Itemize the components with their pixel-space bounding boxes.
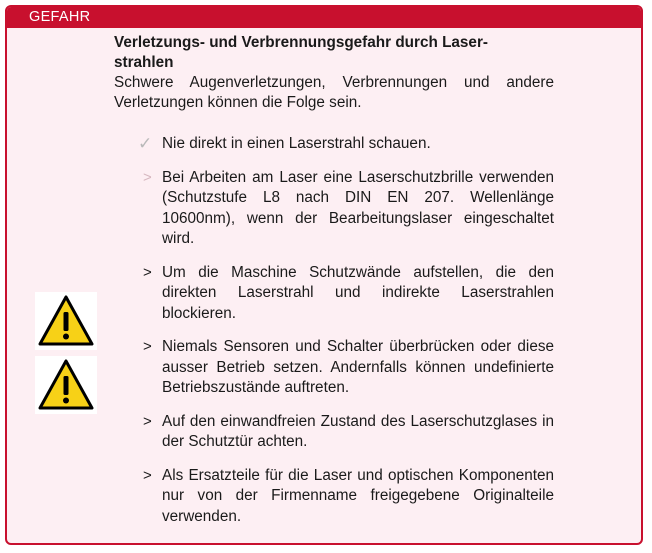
danger-heading-line1: Verletzungs- und Verbrennungsgefahr durch Laser- xyxy=(114,34,488,51)
list-item-text: Auf den einwandfreien Zustand des Laserschutzglases in der Schutztür achten. xyxy=(162,412,554,450)
warning-triangle-icon xyxy=(35,356,97,414)
danger-header-title: GEFAHR xyxy=(29,9,91,25)
list-item xyxy=(114,337,554,399)
danger-heading xyxy=(114,33,554,73)
chevron-right-icon: > xyxy=(143,338,152,355)
danger-header xyxy=(7,7,641,28)
danger-description: Schwere Augenverletzungen, Verbrennungen und andere Verletzungen können die Folge sein. xyxy=(114,74,554,111)
list-item xyxy=(114,466,554,528)
list-item xyxy=(114,134,554,155)
list-item-text: Als Ersatzteile für die Laser und optischen Komponenten nur von der Firmenname freigegebene Originalteile verwenden. xyxy=(162,466,554,525)
list-item xyxy=(114,412,554,453)
list-item-text: Um die Maschine Schutzwände aufstellen, die den direkten Laserstrahl und indirekte Laserstrahlen blockieren. xyxy=(162,263,554,322)
chevron-right-icon: > xyxy=(143,263,152,281)
checkmark-icon: ✓ xyxy=(138,134,153,153)
danger-heading-line2: strahlen xyxy=(114,54,174,71)
list-item xyxy=(114,168,554,250)
warning-triangle-icon xyxy=(35,292,97,350)
chevron-right-icon: > xyxy=(143,168,152,186)
list-item-text: Nie direkt in einen Laserstrahl schauen. xyxy=(162,135,431,152)
list-item xyxy=(114,263,554,325)
chevron-right-icon: > xyxy=(143,466,152,484)
instruction-list xyxy=(114,134,554,540)
list-item-text: Niemals Sensoren und Schalter überbrücken oder diese ausser Betrieb setzen. Andernfalls können undefinierte Betriebszustände auftreten. xyxy=(162,338,554,396)
list-item-text: Bei Arbeiten am Laser eine Laserschutzbrille verwenden (Schutzstufe L8 nach DIN EN 207. Wellenlänge 10600nm), wenn der Bearbeitungslaser eingeschaltet wird. xyxy=(162,168,554,247)
danger-content xyxy=(114,33,554,113)
chevron-right-icon: > xyxy=(143,412,152,430)
